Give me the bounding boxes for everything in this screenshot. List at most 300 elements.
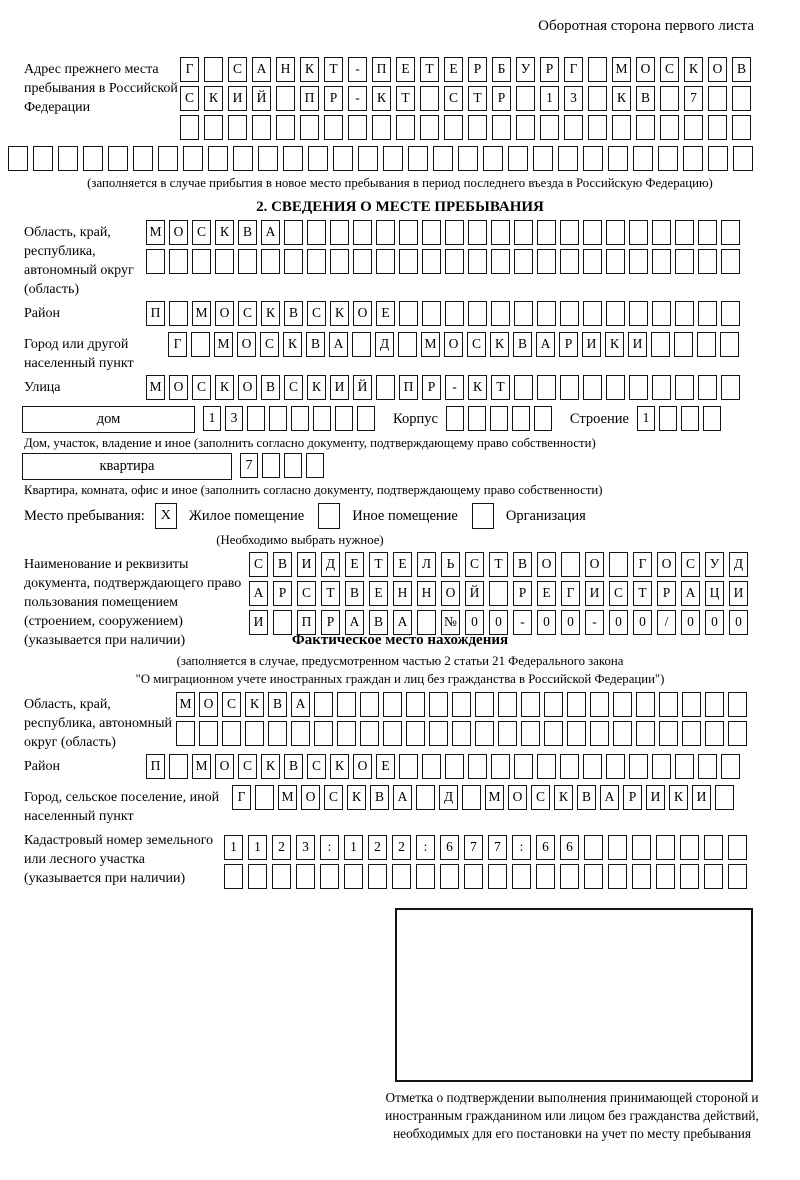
char-cell <box>468 301 487 326</box>
char-cell <box>514 375 533 400</box>
checkbox-organization <box>472 503 498 530</box>
char-cell: 7 <box>684 86 703 111</box>
char-cell: К <box>554 785 573 810</box>
char-cell <box>606 220 625 245</box>
char-cell <box>512 406 530 431</box>
char-cell <box>422 220 441 245</box>
char-cell: Д <box>439 785 458 810</box>
char-cell <box>406 692 425 717</box>
char-cell <box>420 115 439 140</box>
char-cell <box>445 301 464 326</box>
char-cell: М <box>176 692 195 717</box>
char-cell <box>268 721 287 746</box>
char-cell <box>636 692 655 717</box>
char-cell <box>318 503 340 529</box>
char-cell: : <box>320 835 339 860</box>
char-cell: Г <box>168 332 187 357</box>
char-cell <box>306 453 324 478</box>
char-cell <box>636 721 655 746</box>
char-cell <box>445 249 464 274</box>
char-cell <box>652 220 671 245</box>
char-cell <box>705 692 724 717</box>
char-cell <box>698 249 717 274</box>
char-row-cadastral-1 <box>224 835 800 862</box>
char-cell <box>606 301 625 326</box>
char-cell <box>344 864 363 889</box>
char-cell <box>33 146 53 171</box>
char-cell <box>537 375 556 400</box>
char-row-prev-address-2 <box>180 86 800 113</box>
char-cell: К <box>330 754 349 779</box>
structure-label: Строение <box>569 411 629 427</box>
char-cell <box>8 146 28 171</box>
char-cell: Е <box>376 754 395 779</box>
actual-location-caption-1: (заполняется в случае, предусмотренном частью 2 статьи 21 Федерального закона <box>176 654 624 668</box>
char-cell: Л <box>417 552 436 577</box>
char-cell <box>146 249 165 274</box>
char-cell <box>658 146 678 171</box>
char-cell <box>613 692 632 717</box>
char-cell <box>58 146 78 171</box>
char-cell <box>314 692 333 717</box>
char-cell <box>533 146 553 171</box>
char-cell: Р <box>492 86 511 111</box>
char-cell <box>536 864 555 889</box>
char-cell: В <box>636 86 655 111</box>
char-cell <box>224 864 243 889</box>
char-cell <box>521 721 540 746</box>
char-row-district <box>146 301 800 328</box>
char-cell: М <box>192 301 211 326</box>
char-cell: В <box>345 581 364 606</box>
char-cell: С <box>307 301 326 326</box>
char-cell: А <box>393 610 412 635</box>
char-cell: Т <box>396 86 415 111</box>
char-cell <box>521 692 540 717</box>
char-cell: Н <box>276 57 295 82</box>
char-cell: С <box>467 332 486 357</box>
field-prev-address <box>0 57 800 144</box>
char-cell <box>537 249 556 274</box>
checkbox-other-premises <box>318 503 344 530</box>
char-cell <box>398 332 417 357</box>
char-cell: 3 <box>225 406 243 431</box>
char-cell: О <box>444 332 463 357</box>
char-row-document-2 <box>249 581 800 608</box>
field-fact-region <box>0 692 800 752</box>
char-cell <box>335 406 353 431</box>
char-cell: 3 <box>564 86 583 111</box>
char-cell: П <box>146 754 165 779</box>
char-cell <box>636 115 655 140</box>
char-cell: Т <box>468 86 487 111</box>
char-cell: С <box>444 86 463 111</box>
char-cell <box>269 406 287 431</box>
char-cell <box>728 864 747 889</box>
char-cell <box>567 692 586 717</box>
char-cell: К <box>283 332 302 357</box>
char-cell <box>681 406 699 431</box>
char-cell: 0 <box>681 610 700 635</box>
char-cell: 7 <box>488 835 507 860</box>
char-row-fact-region-2 <box>176 721 800 748</box>
char-cell: У <box>705 552 724 577</box>
checkbox-residential <box>155 503 181 530</box>
char-cell <box>360 721 379 746</box>
char-cell <box>588 115 607 140</box>
char-cell <box>606 249 625 274</box>
char-cell <box>697 332 716 357</box>
stamp-area <box>0 908 800 1143</box>
char-cell <box>183 146 203 171</box>
char-cell <box>399 220 418 245</box>
char-cell: 1 <box>248 835 267 860</box>
char-cell <box>544 721 563 746</box>
char-cell: К <box>215 220 234 245</box>
char-cell: А <box>329 332 348 357</box>
char-cell <box>376 249 395 274</box>
char-cell: Й <box>252 86 271 111</box>
char-cell <box>721 301 740 326</box>
char-cell: П <box>297 610 316 635</box>
char-cell: 1 <box>637 406 655 431</box>
char-cell: С <box>228 57 247 82</box>
char-cell <box>489 581 508 606</box>
char-cell: И <box>729 581 748 606</box>
char-cell: О <box>657 552 676 577</box>
char-cell: Т <box>420 57 439 82</box>
char-cell: К <box>204 86 223 111</box>
char-row-city <box>168 332 800 359</box>
char-cell <box>682 692 701 717</box>
char-cell: О <box>237 332 256 357</box>
char-cell <box>652 301 671 326</box>
fact-district-label: Район <box>24 759 60 774</box>
char-cell: И <box>585 581 604 606</box>
char-cell <box>590 692 609 717</box>
char-cell <box>708 115 727 140</box>
char-row-house-number <box>203 406 379 433</box>
actual-location-section <box>0 632 800 895</box>
char-cell: А <box>393 785 412 810</box>
char-cell <box>353 220 372 245</box>
char-cell: М <box>485 785 504 810</box>
char-cell: 2 <box>392 835 411 860</box>
char-cell <box>330 220 349 245</box>
char-cell <box>633 146 653 171</box>
char-cell: О <box>708 57 727 82</box>
char-cell: 0 <box>609 610 628 635</box>
char-cell <box>468 406 486 431</box>
char-cell: Ц <box>705 581 724 606</box>
char-cell <box>376 375 395 400</box>
char-cell: О <box>169 220 188 245</box>
char-cell <box>721 754 740 779</box>
char-cell <box>606 375 625 400</box>
char-cell: Р <box>468 57 487 82</box>
char-cell <box>560 375 579 400</box>
char-cell <box>698 301 717 326</box>
char-cell <box>651 332 670 357</box>
fact-region-label: Область, край, республика, автономный округ (область) <box>24 697 173 750</box>
char-cell: Т <box>324 57 343 82</box>
char-cell <box>583 375 602 400</box>
char-cell <box>462 785 481 810</box>
document-label: Наименование и реквизиты документа, подтверждающего право пользования помещением (строением, сооружением) (указывается при наличии) <box>24 557 242 648</box>
char-cell <box>564 115 583 140</box>
char-cell: 1 <box>540 86 559 111</box>
char-cell <box>133 146 153 171</box>
char-cell <box>656 864 675 889</box>
char-cell <box>675 301 694 326</box>
char-cell: П <box>300 86 319 111</box>
char-cell <box>475 721 494 746</box>
char-cell: Д <box>321 552 340 577</box>
char-cell: О <box>353 301 372 326</box>
char-cell <box>715 785 734 810</box>
char-cell <box>422 754 441 779</box>
char-cell: Р <box>623 785 642 810</box>
char-cell <box>583 301 602 326</box>
char-cell <box>537 754 556 779</box>
char-cell <box>468 249 487 274</box>
char-cell: К <box>307 375 326 400</box>
char-cell <box>588 57 607 82</box>
char-cell <box>399 754 418 779</box>
char-cell <box>680 835 699 860</box>
char-row-prev-address-1 <box>180 57 800 84</box>
cadastral-label: Кадастровый номер земельного или лесного участка (указывается при наличии) <box>24 833 214 886</box>
char-cell: 6 <box>560 835 579 860</box>
char-cell <box>372 115 391 140</box>
char-cell <box>704 864 723 889</box>
char-cell: С <box>465 552 484 577</box>
char-cell: : <box>512 835 531 860</box>
char-cell <box>307 249 326 274</box>
char-cell <box>583 754 602 779</box>
char-cell <box>514 249 533 274</box>
char-cell: 0 <box>729 610 748 635</box>
char-cell: М <box>192 754 211 779</box>
house-line <box>22 406 800 433</box>
char-cell: В <box>370 785 389 810</box>
char-cell: К <box>347 785 366 810</box>
char-cell: К <box>261 754 280 779</box>
char-cell <box>629 249 648 274</box>
char-cell <box>632 864 651 889</box>
char-cell <box>307 220 326 245</box>
char-cell <box>176 721 195 746</box>
char-cell: В <box>369 610 388 635</box>
char-cell <box>429 721 448 746</box>
char-cell: / <box>657 610 676 635</box>
char-cell <box>490 406 508 431</box>
char-cell <box>675 249 694 274</box>
char-cell: В <box>732 57 751 82</box>
char-cell: О <box>215 754 234 779</box>
fact-city-label: Город, сельское поселение, иной населенный пункт <box>24 790 220 824</box>
char-cell <box>158 146 178 171</box>
char-cell: - <box>585 610 604 635</box>
prev-address-caption: (заполняется в случае прибытия в новое место пребывания в период последнего въезда в Российскую Федерацию) <box>87 176 713 190</box>
place-of-stay-line <box>24 503 800 530</box>
char-cell <box>703 406 721 431</box>
char-cell: 7 <box>240 453 258 478</box>
char-cell <box>584 864 603 889</box>
field-city <box>0 332 800 373</box>
apartment-caption: Квартира, комната, офис и иное (заполнить согласно документу, подтверждающему право собственности) <box>24 483 603 497</box>
char-cell: Т <box>491 375 510 400</box>
char-cell: В <box>306 332 325 357</box>
char-cell <box>284 220 303 245</box>
street-label: Улица <box>24 380 61 395</box>
char-cell: К <box>330 301 349 326</box>
char-cell: И <box>692 785 711 810</box>
char-cell: О <box>508 785 527 810</box>
char-cell <box>247 406 265 431</box>
char-cell: - <box>445 375 464 400</box>
stamp-caption: Отметка о подтверждении выполнения принимающей стороной и иностранным гражданином или лицом без гражданства действий, необходимых для его постановки на учет по месту пребывания <box>385 1090 759 1141</box>
char-cell <box>300 115 319 140</box>
char-cell: К <box>605 332 624 357</box>
char-cell: К <box>468 375 487 400</box>
field-cadastral <box>0 828 800 893</box>
char-cell: 2 <box>368 835 387 860</box>
char-cell <box>660 86 679 111</box>
char-row-street <box>146 375 800 402</box>
char-cell <box>512 864 531 889</box>
char-cell <box>204 57 223 82</box>
char-cell: В <box>513 552 532 577</box>
char-cell: Г <box>633 552 652 577</box>
char-row-apartment-number <box>240 453 328 480</box>
char-cell <box>540 115 559 140</box>
char-cell: Р <box>321 610 340 635</box>
char-cell <box>248 864 267 889</box>
char-row-region-1 <box>146 220 800 247</box>
char-cell: К <box>215 375 234 400</box>
building-label: Корпус <box>393 411 438 427</box>
char-cell <box>675 220 694 245</box>
char-cell: А <box>252 57 271 82</box>
char-cell <box>732 86 751 111</box>
char-cell: В <box>284 754 303 779</box>
char-cell <box>440 864 459 889</box>
char-cell <box>452 721 471 746</box>
char-cell <box>537 220 556 245</box>
char-cell: П <box>372 57 391 82</box>
char-cell <box>204 115 223 140</box>
char-cell <box>330 249 349 274</box>
char-cell: В <box>273 552 292 577</box>
char-cell: С <box>180 86 199 111</box>
char-cell: Е <box>369 581 388 606</box>
char-cell <box>514 301 533 326</box>
char-cell <box>408 146 428 171</box>
prev-address-label: Адрес прежнего места пребывания в Российской Федерации <box>24 62 178 115</box>
char-cell: Т <box>369 552 388 577</box>
char-cell <box>83 146 103 171</box>
char-cell <box>721 249 740 274</box>
char-cell: А <box>261 220 280 245</box>
char-cell <box>238 249 257 274</box>
char-cell <box>420 86 439 111</box>
char-cell: Е <box>444 57 463 82</box>
section2-title: 2. СВЕДЕНИЯ О МЕСТЕ ПРЕБЫВАНИЯ <box>256 199 544 215</box>
char-cell <box>652 249 671 274</box>
char-cell <box>468 115 487 140</box>
char-cell <box>705 721 724 746</box>
char-row-structure <box>637 406 725 433</box>
actual-location-caption-2: "О миграционном учете иностранных граждан и лиц без гражданства в Российской Федерации") <box>135 672 665 686</box>
char-cell <box>606 754 625 779</box>
char-cell <box>675 375 694 400</box>
char-cell: 7 <box>464 835 483 860</box>
char-cell <box>468 754 487 779</box>
field-fact-district <box>0 754 800 783</box>
char-cell <box>632 835 651 860</box>
char-cell: К <box>684 57 703 82</box>
char-cell: Р <box>657 581 676 606</box>
char-row-fact-district <box>146 754 800 781</box>
char-cell: И <box>297 552 316 577</box>
char-cell <box>652 375 671 400</box>
char-cell <box>659 721 678 746</box>
char-cell: : <box>416 835 435 860</box>
char-cell <box>314 721 333 746</box>
char-cell <box>291 721 310 746</box>
char-cell <box>399 301 418 326</box>
char-cell: Р <box>422 375 441 400</box>
char-cell: И <box>582 332 601 357</box>
char-cell: № <box>441 610 460 635</box>
char-cell <box>560 301 579 326</box>
char-cell <box>180 115 199 140</box>
region-label: Область, край, республика, автономный округ (область) <box>24 225 134 297</box>
char-cell <box>652 754 671 779</box>
char-cell: С <box>238 754 257 779</box>
char-cell <box>656 835 675 860</box>
char-cell <box>433 146 453 171</box>
char-cell: 0 <box>537 610 556 635</box>
char-cell: О <box>215 301 234 326</box>
char-cell: О <box>199 692 218 717</box>
char-cell <box>659 692 678 717</box>
char-cell <box>215 249 234 274</box>
char-cell <box>399 249 418 274</box>
char-cell <box>680 864 699 889</box>
char-cell: О <box>537 552 556 577</box>
char-row-prev-address-4 <box>8 146 800 173</box>
option-label-residential: Жилое помещение <box>188 508 305 524</box>
char-cell: П <box>399 375 418 400</box>
char-cell: Р <box>540 57 559 82</box>
char-cell <box>208 146 228 171</box>
char-cell <box>383 721 402 746</box>
char-cell: 1 <box>224 835 243 860</box>
char-cell: А <box>291 692 310 717</box>
char-cell <box>276 86 295 111</box>
char-cell <box>674 332 693 357</box>
char-cell: М <box>146 375 165 400</box>
char-cell: О <box>301 785 320 810</box>
char-cell <box>675 754 694 779</box>
char-cell: С <box>238 301 257 326</box>
char-cell <box>252 115 271 140</box>
char-cell <box>514 220 533 245</box>
char-cell <box>612 115 631 140</box>
char-cell <box>698 220 717 245</box>
